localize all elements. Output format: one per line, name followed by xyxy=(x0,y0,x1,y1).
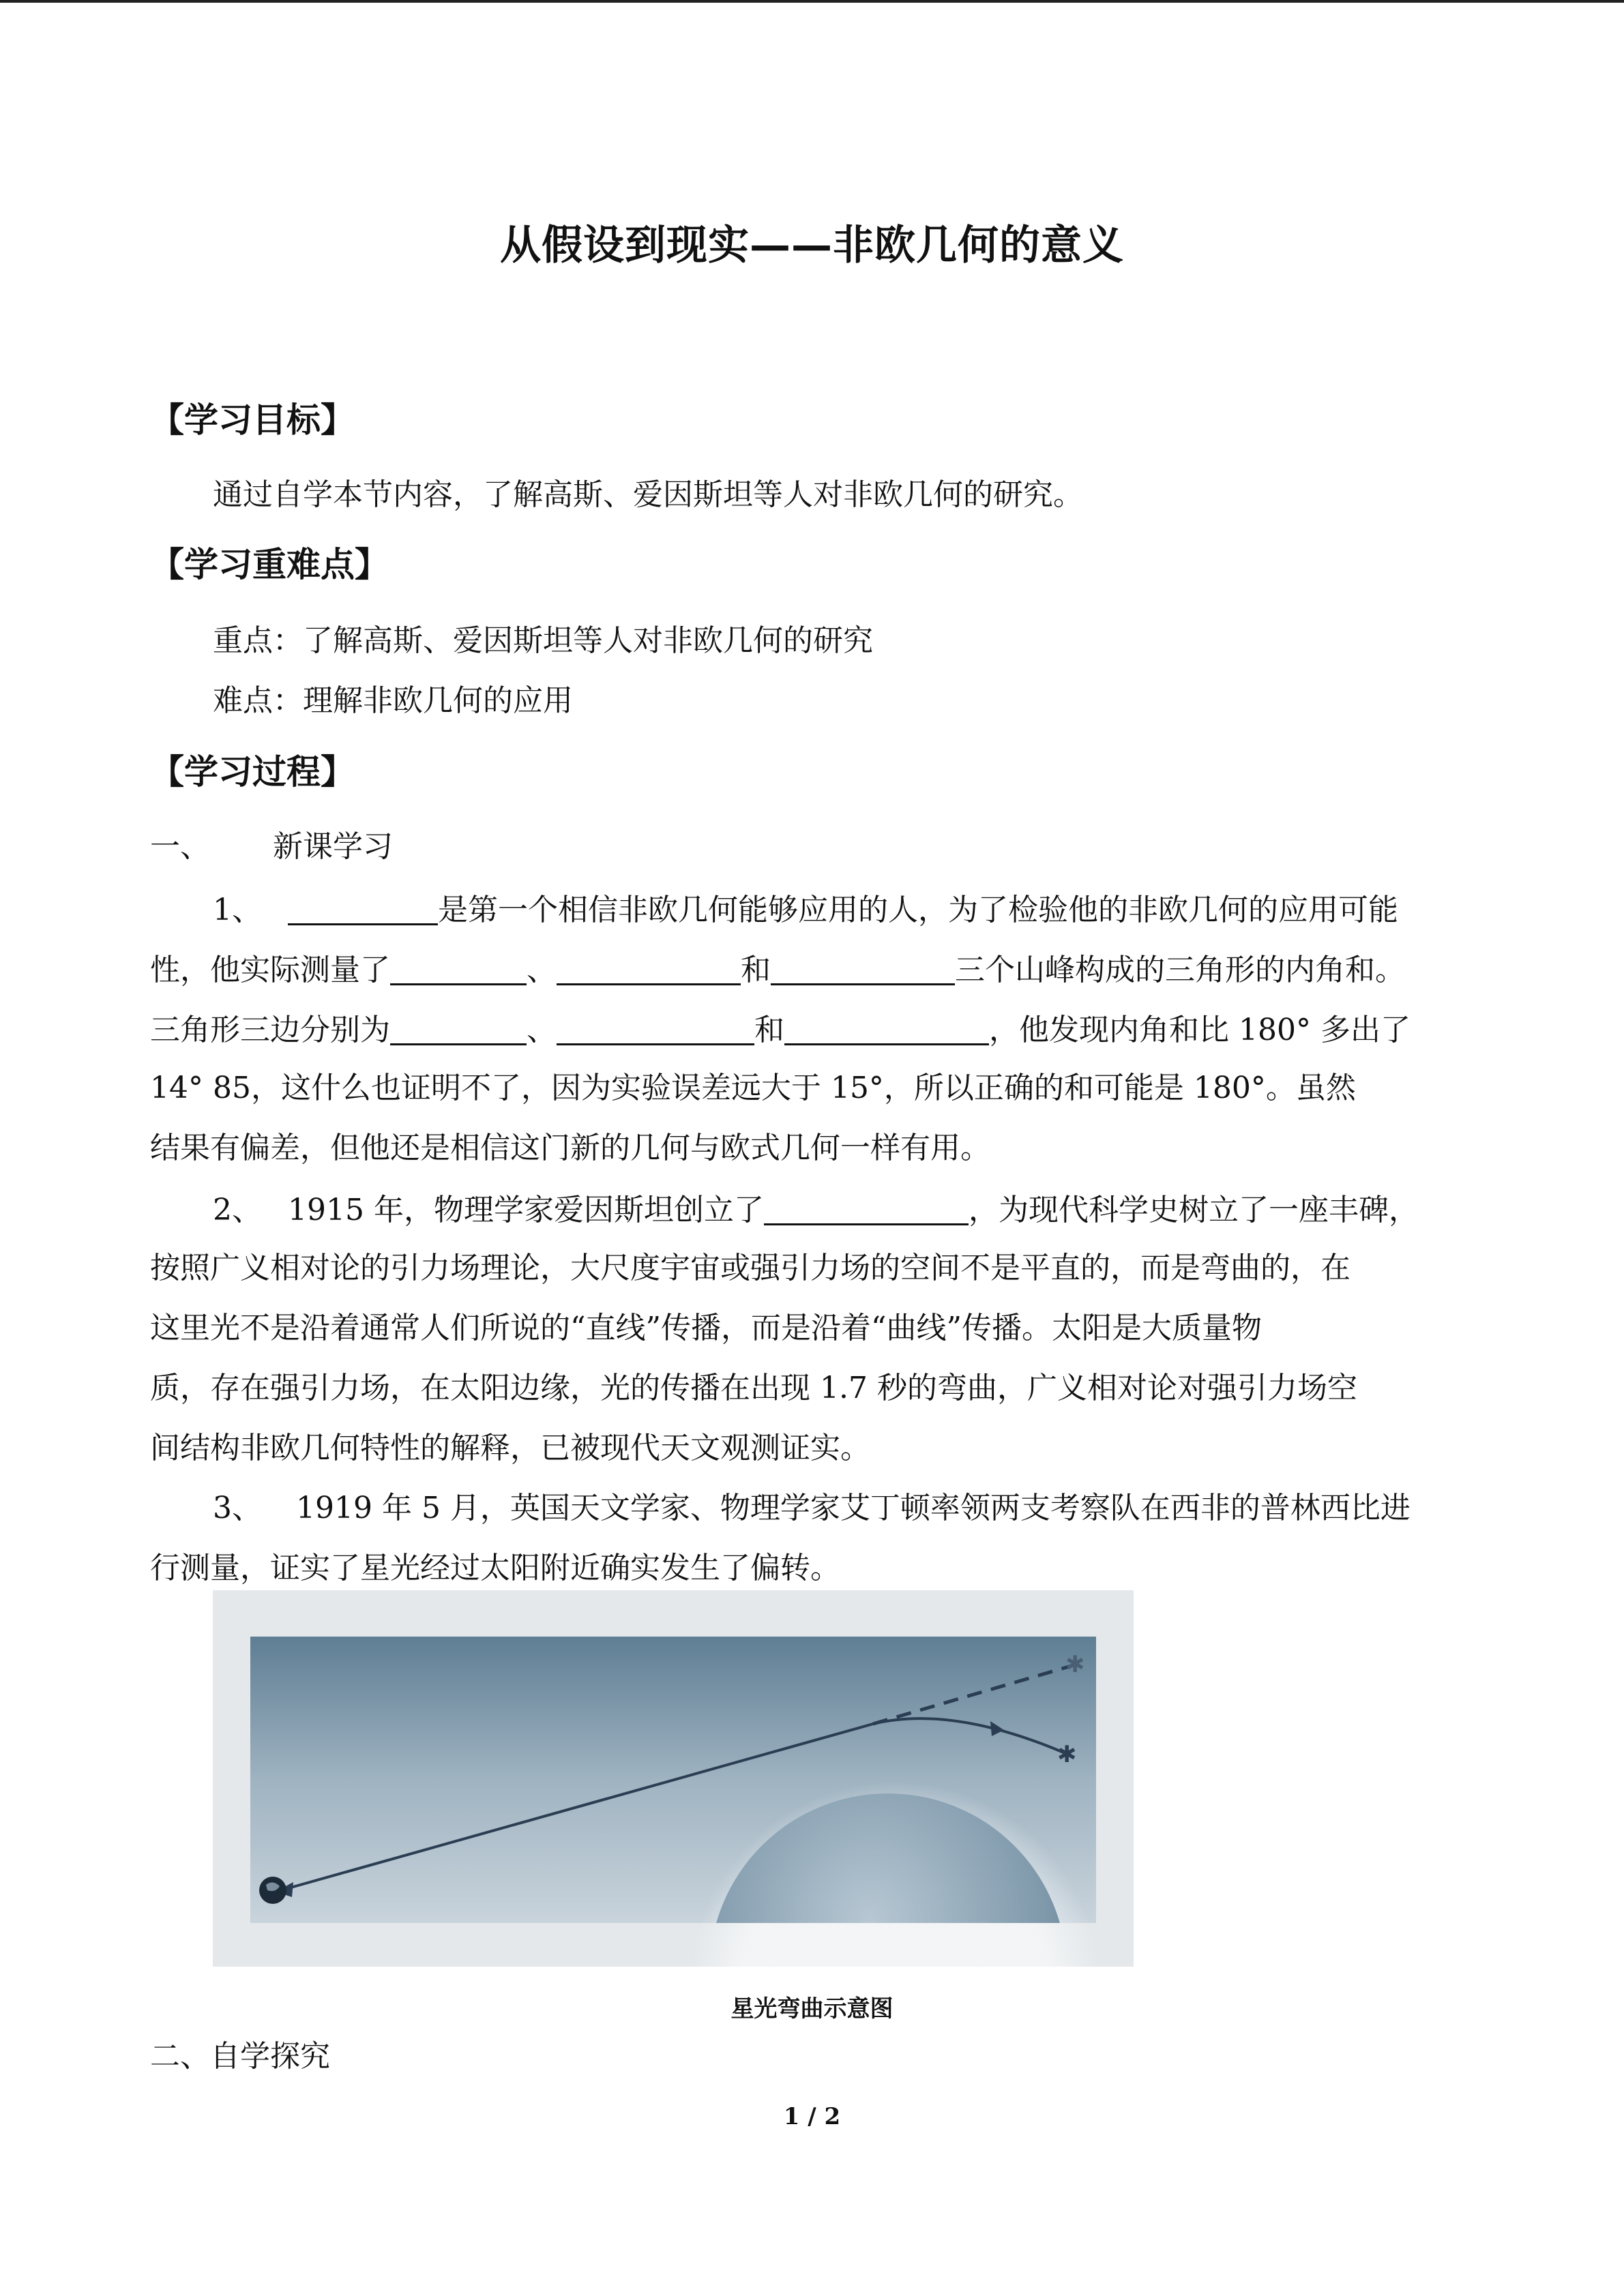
blank-2[interactable] xyxy=(390,953,527,985)
p1-text3a: 三角形三边分别为 xyxy=(150,1013,390,1047)
p1-line3 xyxy=(150,1013,1411,1045)
p1-line5: 结果有偏差，但他还是相信这门新的几何与欧式几何一样有用。 xyxy=(150,1131,990,1165)
blank-8[interactable] xyxy=(764,1193,969,1225)
part2-heading: 二、自学探究 xyxy=(150,2039,330,2074)
p1-line4: 14° 85，这什么也证明不了，因为实验误差远大于 15°，所以正确的和可能是 180°。虽然 xyxy=(150,1071,1356,1105)
top-border xyxy=(0,0,1624,3)
part1-heading-text: 新课学习 xyxy=(273,829,393,864)
part1-heading-num: 一、 xyxy=(150,829,210,864)
key-point: 重点：了解高斯、爱因斯坦等人对非欧几何的研究 xyxy=(213,623,873,658)
p2-text1b: ，为现代科学史树立了一座丰碑， xyxy=(968,1193,1419,1227)
process-heading: 【学习过程】 xyxy=(150,752,355,792)
p2-line4: 质，存在强引力场，在太阳边缘，光的传播在出现 1.7 秒的弯曲，广义相对论对强引力场空 xyxy=(150,1371,1357,1405)
p3-num: 3、 xyxy=(213,1491,262,1525)
p3-text1: 1919 年 5 月，英国天文学家、物理学家艾丁顿率领两支考察队在西非的普林西比进 xyxy=(296,1491,1411,1525)
p2-line2: 按照广义相对论的引力场理论，大尺度宇宙或强引力场的空间不是平直的，而是弯曲的，在 xyxy=(150,1251,1350,1285)
page-title: 从假设到现实——非欧几何的意义 xyxy=(500,222,1124,269)
blank-6[interactable] xyxy=(557,1013,754,1045)
p2-line5: 间结构非欧几何特性的解释，已被现代天文观测证实。 xyxy=(150,1431,870,1465)
key-heading: 【学习重难点】 xyxy=(150,545,389,584)
starlight-bending-figure xyxy=(213,1590,1134,1967)
p1-text3c: 和 xyxy=(754,1013,784,1047)
p1-text3d: ，他发现内角和比 180° 多出了 xyxy=(989,1013,1411,1047)
p1-text2a: 性，他实际测量了 xyxy=(150,953,390,987)
apparent-star-icon: ✱ xyxy=(1065,1651,1085,1678)
part1-heading xyxy=(150,829,393,864)
p1-line2 xyxy=(150,953,1405,985)
real-star-icon: ✱ xyxy=(1057,1741,1077,1768)
p2-line3: 这里光不是沿着通常人们所说的“直线”传播，而是沿着“曲线”传播。太阳是大质量物 xyxy=(150,1311,1262,1345)
p1-text2c: 和 xyxy=(741,953,771,987)
p1-text3b: 、 xyxy=(527,1013,557,1047)
p1-line1 xyxy=(213,893,1398,925)
page-number: 1 / 2 xyxy=(783,2103,841,2130)
p1-num: 1、 xyxy=(213,893,262,927)
p2-text1a: 1915 年，物理学家爱因斯坦创立了 xyxy=(288,1193,764,1227)
goal-text: 通过自学本节内容，了解高斯、爱因斯坦等人对非欧几何的研究。 xyxy=(213,477,1083,512)
p2-line1 xyxy=(213,1193,1419,1225)
p3-line2: 行测量，证实了星光经过太阳附近确实发生了偏转。 xyxy=(150,1551,840,1585)
p1-text2b: 、 xyxy=(527,953,557,987)
p1-text1: 是第一个相信非欧几何能够应用的人，为了检验他的非欧几何的应用可能 xyxy=(438,893,1398,927)
p1-text2d: 三个山峰构成的三角形的内角和。 xyxy=(955,953,1405,987)
p2-num: 2、 xyxy=(213,1193,262,1227)
blank-1[interactable] xyxy=(288,893,438,925)
blank-3[interactable] xyxy=(557,953,741,985)
goal-heading: 【学习目标】 xyxy=(150,400,355,440)
blank-7[interactable] xyxy=(784,1013,989,1045)
blank-4[interactable] xyxy=(771,953,955,985)
figure-caption: 星光弯曲示意图 xyxy=(730,1995,894,2023)
blank-5[interactable] xyxy=(390,1013,527,1045)
difficult-point: 难点：理解非欧几何的应用 xyxy=(213,683,573,718)
p3-line1 xyxy=(213,1493,1411,1523)
